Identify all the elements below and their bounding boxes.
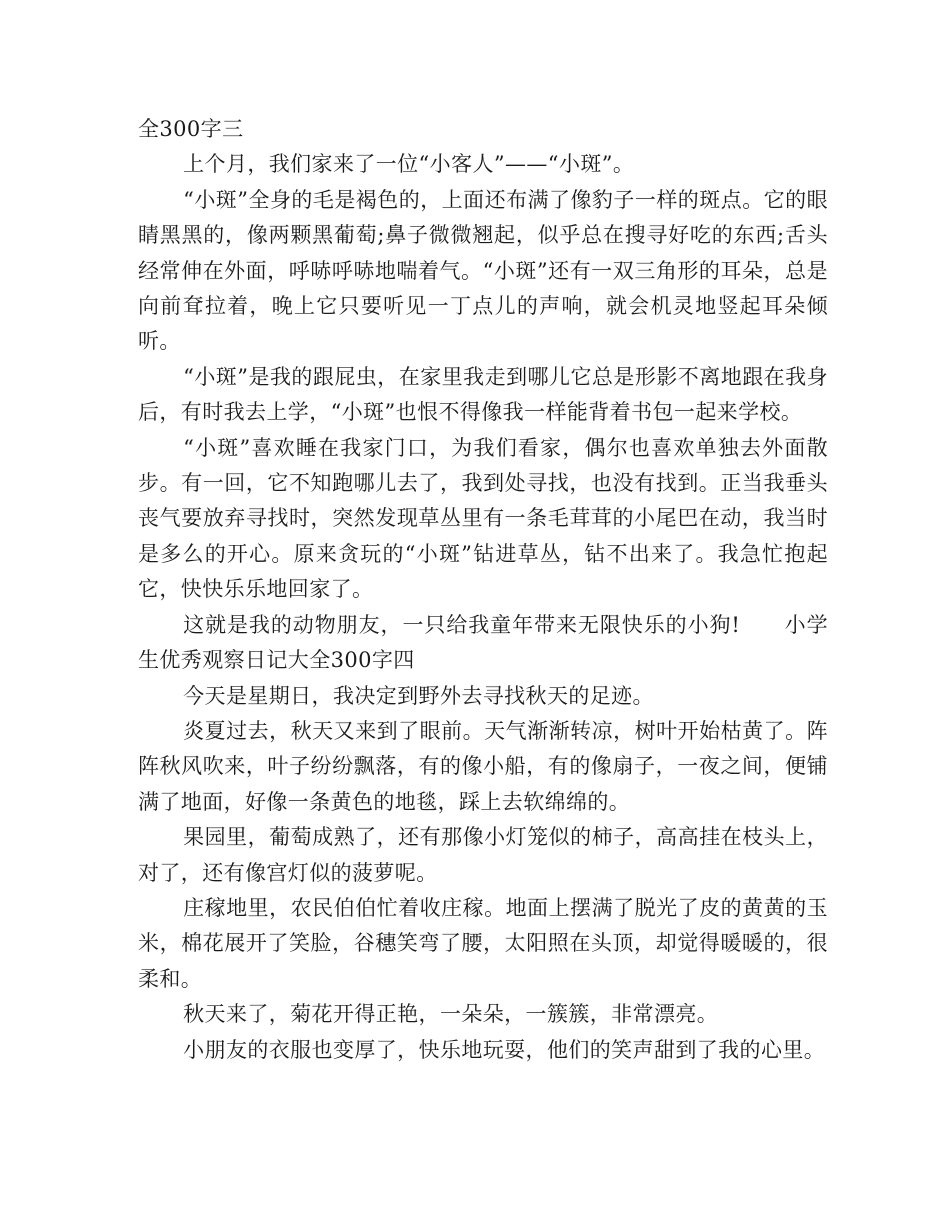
document-body: [138, 112, 828, 1068]
paragraph-intro: 上个月，我们家来了一位“小客人”——“小斑”。: [183, 152, 635, 177]
paragraph-appearance: “小斑”全身的毛是褐色的，上面还布满了像豹子一样的斑点。它的眼睛黑黑的，像两颗黑葡萄;鼻子微微翘起，似乎总在搜寻好吃的东西;舌头经常伸在外面，呼哧呼哧地喘着气。“小斑”还有一双三角形的耳朵，总是向前耷拉着，晚上它只要听见一丁点儿的声响，就会机灵地竖起耳朵倾听。: [138, 187, 828, 354]
paragraph-sunday: 今天是星期日，我决定到野外去寻找秋天的足迹。: [183, 683, 654, 708]
paragraph-lost-dog: “小斑”喜欢睡在我家门口，为我们看家，偶尔也喜欢单独去外面散步。有一回，它不知跑哪儿去了，我到处寻找，也没有找到。正当我垂头丧气要放弃寻找时，突然发现草丛里有一条毛茸茸的小尾巴在动，我当时是多么的开心。原来贪玩的“小斑”钻进草丛，钻不出来了。我急忙抱起它，快快乐乐地回家了。: [138, 435, 828, 602]
paragraph-children: 小朋友的衣服也变厚了，快乐地玩耍，他们的笑声甜到了我的心里。: [183, 1037, 826, 1062]
paragraph-follower: “小斑”是我的跟屁虫，在家里我走到哪儿它总是形影不离地跟在我身后，有时我去上学，“小斑”也恨不得像我一样能背着书包一起来学校。: [138, 364, 828, 425]
paragraph-harvest: 庄稼地里，农民伯伯忙着收庄稼。地面上摆满了脱光了皮的黄黄的玉米，棉花展开了笑脸，谷穗笑弯了腰，太阳照在头顶，却觉得暖暖的，很柔和。: [138, 895, 828, 991]
paragraph-orchard: 果园里，葡萄成熟了，还有那像小灯笼似的柿子，高高挂在枝头上，对了，还有像宫灯似的菠萝呢。: [138, 825, 828, 885]
paragraph-autumn-leaves: 炎夏过去，秋天又来到了眼前。天气渐渐转凉，树叶开始枯黄了。阵阵秋风吹来，叶子纷纷飘落，有的像小船，有的像扇子，一夜之间，便铺满了地面，好像一条黄色的地毯，踩上去软绵绵的。: [138, 718, 828, 814]
paragraph-conclusion: 这就是我的动物朋友，一只给我童年带来无限快乐的小狗! 小学生优秀观察日记大全300字四: [138, 612, 828, 673]
paragraph-chrysanthemum: 秋天来了，菊花开得正艳，一朵朵，一簇簇，非常漂亮。: [183, 1002, 719, 1027]
paragraph-continuation: 全300字三: [138, 117, 244, 141]
